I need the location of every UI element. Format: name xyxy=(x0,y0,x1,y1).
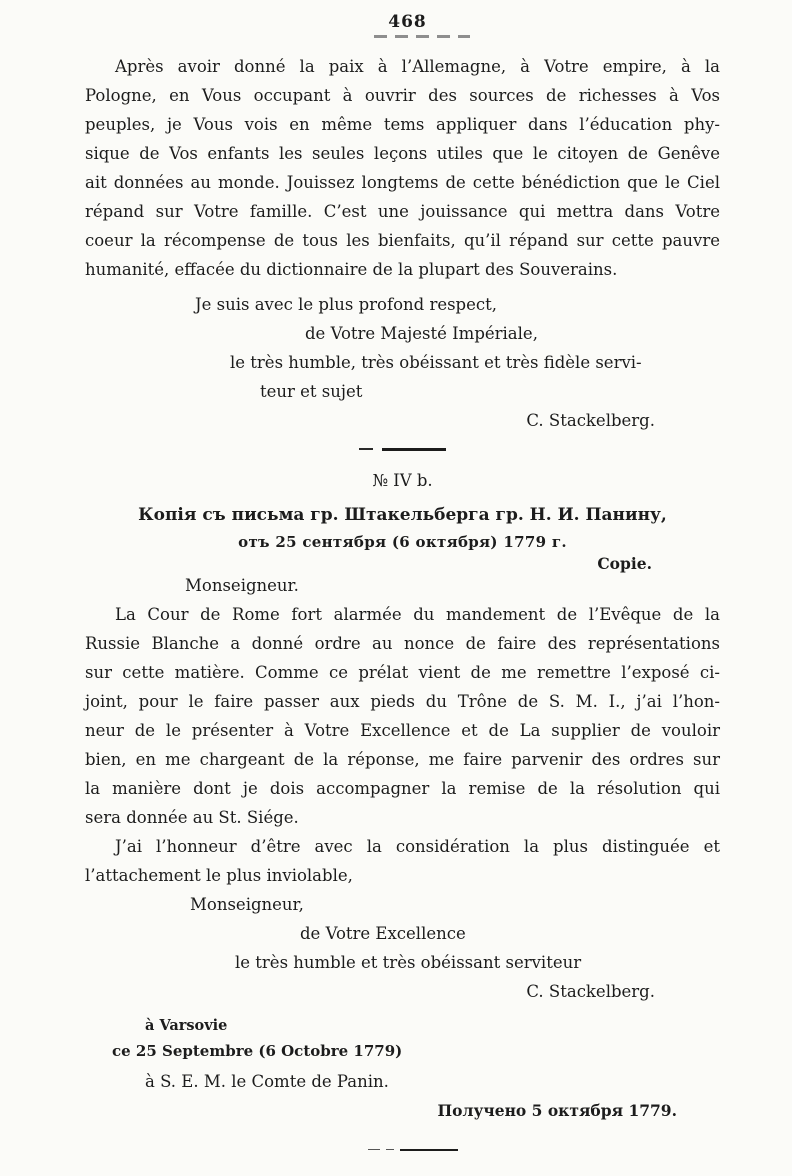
letter2-body-line: J’ai l’honneur d’être avec la considération la plus distinguée et xyxy=(115,836,720,856)
letter2-body-line: la manière dont je dois accompagner la remise de la résolution qui xyxy=(85,778,720,798)
document-title-russian: Копія съ письма гр. Штакельберга гр. Н. И. Панину, xyxy=(138,504,667,525)
document-number: № IV b. xyxy=(372,470,433,490)
letter2-body-line: Russie Blanche a donné ordre au nonce de faire des représentations xyxy=(85,633,720,653)
letter2-body2 xyxy=(85,832,720,890)
letter2-body-line: l’attachement le plus inviolable, xyxy=(85,865,353,885)
letter1-closing xyxy=(85,290,720,435)
letter2-body1 xyxy=(85,600,720,832)
section-divider xyxy=(85,448,720,451)
copie-label: Copie. xyxy=(597,553,652,573)
bottom-divider xyxy=(95,1149,730,1151)
letter2-salutation: Monseigneur. xyxy=(185,575,299,595)
closing-line: teur et sujet xyxy=(260,382,363,401)
letter2-body-line: La Cour de Rome fort alarmée du mandement de l’Evêque de la xyxy=(115,604,720,624)
letter1-body-line: répand sur Votre famille. C’est une jouissance qui mettra dans Votre xyxy=(85,202,720,221)
letter2-body-line: bien, en me chargeant de la réponse, me faire parvenir des ordres sur xyxy=(85,749,720,769)
divider-line xyxy=(382,448,446,451)
page-number-rule xyxy=(374,35,470,38)
letter2-body-line: joint, pour le faire passer aux pieds du Trône de S. M. I., j’ai l’hon- xyxy=(85,691,720,711)
letter2-body-line: sera donnée au St. Siége. xyxy=(85,807,299,827)
letter1-signature: C. Stackelberg. xyxy=(526,411,655,430)
letter2-closing xyxy=(85,890,720,1006)
closing-line: le très humble et très obéissant serviteur xyxy=(235,952,582,972)
letter2-signature: C. Stackelberg. xyxy=(526,981,655,1001)
divider-dash xyxy=(368,1149,380,1151)
closing-line: le très humble, très obéissant et très fidèle servi- xyxy=(230,353,642,372)
received-note-russian: Получено 5 октября 1779. xyxy=(437,1100,677,1120)
letter1-body-line: Après avoir donné la paix à l’Allemagne, à Votre empire, à la xyxy=(115,57,720,76)
letter1-body xyxy=(85,52,720,284)
letter1-body-line: coeur la récompense de tous les bienfaits, qu’il répand sur cette pauvre xyxy=(85,231,720,250)
closing-line: Je suis avec le plus profond respect, xyxy=(195,295,498,314)
divider-line xyxy=(400,1149,458,1151)
letter2-body-line: sur cette matière. Comme ce prélat vient de me remettre l’exposé ci- xyxy=(85,662,720,682)
letter1-body-line: peuples, je Vous vois en même tems appliquer dans l’éducation phy- xyxy=(85,115,720,134)
letter1-body-line: ait données au monde. Jouissez longtems de cette bénédiction que le Ciel xyxy=(85,173,720,192)
closing-line: de Votre Excellence xyxy=(300,923,466,943)
letter1-body-line: Pologne, en Vous occupant à ouvrir des sources de richesses à Vos xyxy=(85,86,720,105)
letter2-addressee: à S. E. M. le Comte de Panin. xyxy=(145,1071,389,1091)
page-number: 468 xyxy=(388,12,427,32)
divider-dash xyxy=(386,1149,394,1151)
document-date-russian: отъ 25 сентября (6 октября) 1779 г. xyxy=(238,532,567,551)
letter1-body-line: humanité, effacée du dictionnaire de la plupart des Souverains. xyxy=(85,260,618,279)
letter2-body-line: neur de le présenter à Votre Excellence et de La supplier de vouloir xyxy=(85,720,720,740)
divider-dash xyxy=(359,448,373,450)
letter1-body-line: sique de Vos enfants les seules leçons utiles que le citoyen de Genêve xyxy=(85,144,720,163)
closing-line: de Votre Majesté Impériale, xyxy=(305,324,538,343)
letter2-date-french: ce 25 Septembre (6 Octobre 1779) xyxy=(112,1041,403,1060)
closing-line: Monseigneur, xyxy=(190,894,304,914)
page-header xyxy=(95,12,720,38)
letter2-place: à Varsovie xyxy=(145,1016,228,1034)
